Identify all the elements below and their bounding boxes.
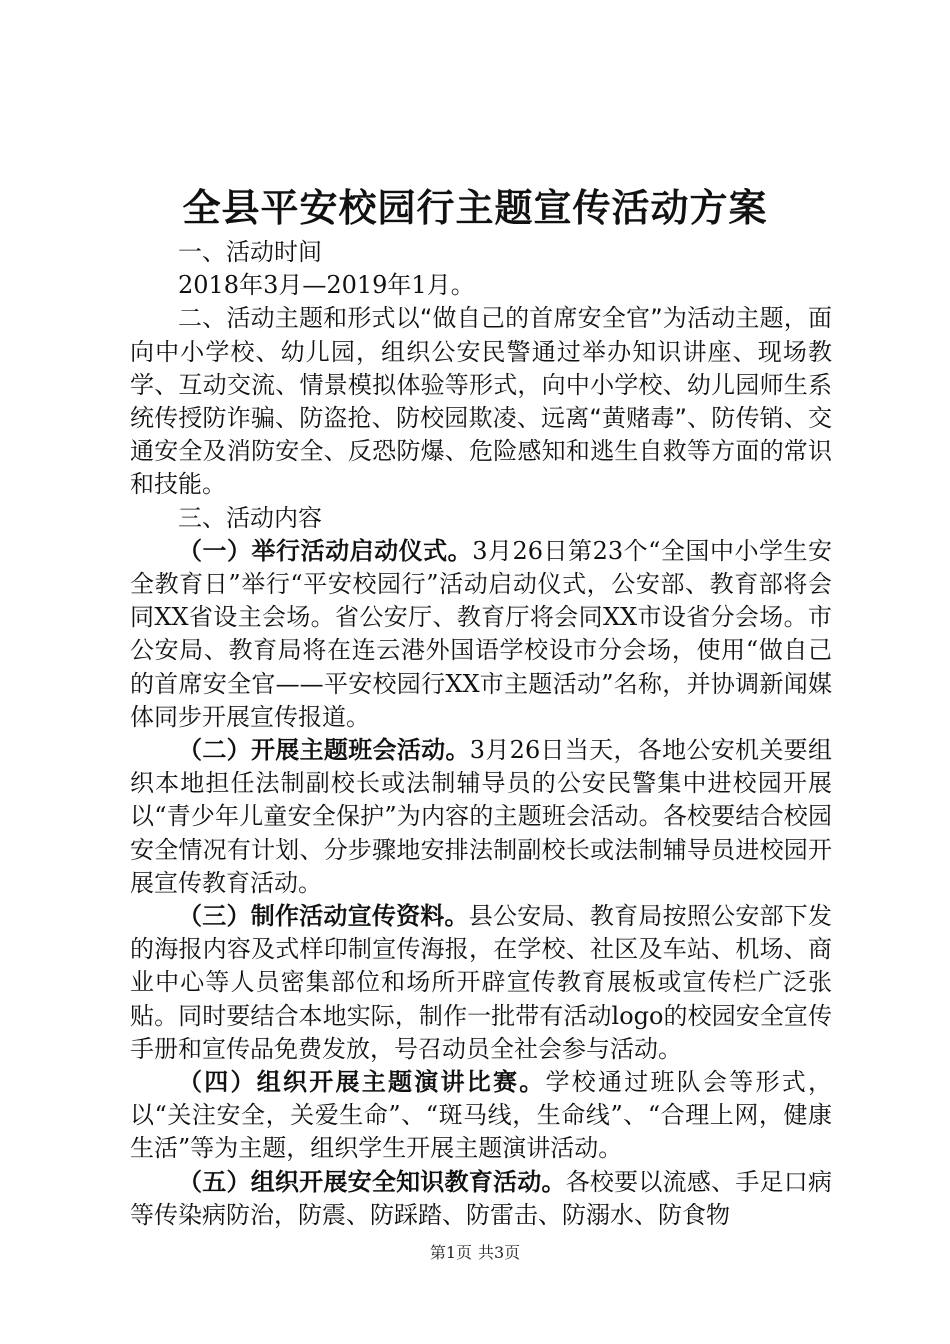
section-heading-time: 一、活动时间 [178,238,322,266]
section-heading-content: 三、活动内容 [178,503,322,532]
content-item-4 [130,1066,832,1166]
content-item-2-text: 3月26日当天，各地公安机关要组织本地担任法制副校长或法制辅导员的公安民警集中进校园开展以“青少年儿童安全保护”为内容的主题班会活动。各校要结合校园安全情况有计划、分步骤地安排法制副校长或法制辅导员进校园开展宣传教育活动。 [130,736,832,897]
content-item-3-text: 县公安局、教育局按照公安部下发的海报内容及式样印制宣传海报，在学校、社区及车站、机场、商业中心等人员密集部位和场所开辟宣传教育展板或宣传栏广泛张贴。同时要结合本地实际，制作一批带有活动logo的校园安全宣传手册和宣传品免费发放，号召动员全社会参与活动。 [130,902,833,1063]
content-item-1-text: 3月26日第23个“全国中小学生安全教育日”举行“平安校园行”活动启动仪式，公安部、教育部将会同XX省设主会场。省公安厅、教育厅将会同XX市设省分会场。市公安局、教育局将在连云港外国语学校设市分会场，使用“做自己的首席安全官——平安校园行XX市主题活动”名称，并协调新闻媒体同步开展宣传报道。 [130,536,833,731]
content-item-5 [130,1166,832,1232]
content-item-1-lead: （一）举行活动启动仪式。 [178,536,473,565]
document-body [130,236,832,1232]
section-text-theme: 二、活动主题和形式以“做自己的首席安全官”为活动主题，面向中小学校、幼儿园，组织公安民警通过举办知识讲座、现场教学、互动交流、情景模拟体验等形式，向中小学校、幼儿园师生系统传授防诈骗、防盗抢、防校园欺凌、远离“黄赌毒”、防传销、交通安全及消防安全、反恐防爆、危险感知和逃生自救等方面的常识和技能。 [130,304,832,499]
content-item-5-lead: （五）组织开展安全知识教育活动。 [178,1167,566,1196]
page-footer [0,1242,950,1264]
content-item-1 [130,535,832,734]
content-item-5-text: 各校要以流感、手足口病等传染病防治，防震、防踩踏、防雷击、防溺水、防食物 [130,1167,833,1229]
content-item-2 [130,734,832,900]
content-item-3-lead: （三）制作活动宣传资料。 [178,902,469,931]
content-item-3 [130,900,832,1066]
content-item-4-text: 学校通过班队会等形式，以“关注安全，关爱生命”、“斑马线，生命线”、“合理上网，健康生活”等为主题，组织学生开展主题演讲活动。 [130,1068,832,1163]
content-item-4-lead: （四）组织开展主题演讲比赛。 [178,1068,546,1097]
page-total: 共3页 [478,1243,521,1262]
document-title: 全县平安校园行主题宣传活动方案 [182,186,768,230]
section-text-time: 2018年3月—2019年1月。 [178,271,475,300]
content-item-2-lead: （二）开展主题班会活动。 [178,736,470,765]
page-number: 第1页 [429,1243,472,1262]
